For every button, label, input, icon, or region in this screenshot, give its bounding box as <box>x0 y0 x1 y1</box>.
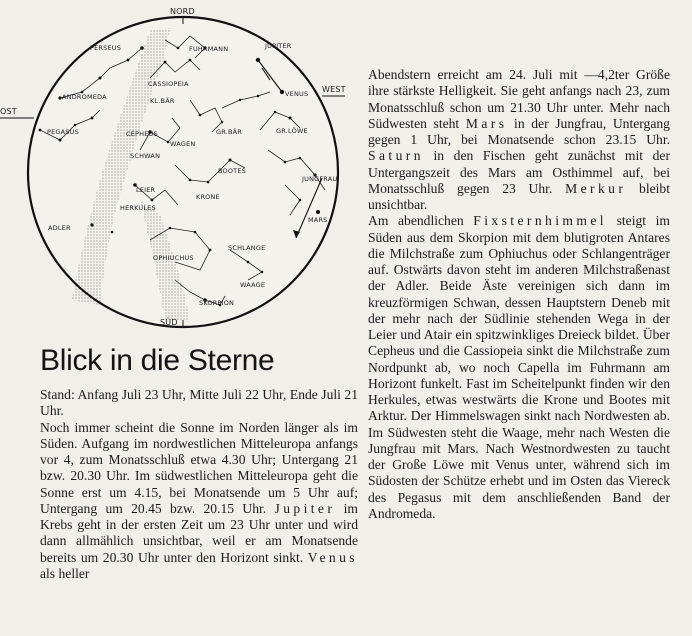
planet-name-venus: Venus <box>307 549 358 565</box>
label-waage: WAAGE <box>240 281 266 289</box>
planet-name-jupiter: Jupiter <box>274 500 336 516</box>
label-fuhrmann: FUHRMANN <box>189 45 229 53</box>
article-paragraph: Noch immer scheint die Sonne im Norden länger als im Süden. Aufgang im nordwestlichen Mitteleuropa anfangs vor 4, zum Monatsschluß etwa 4.30 Uhr; Untergang 21 bzw. 20.30 Uhr. Im südwestlichen Mitteleuropa geht die Sonne erst um 4.15, bei Monatsende um 5 Uhr auf; Untergang um 20.45 bzw. 20.15 Uhr. Jupiter im Krebs geht in der ersten Zeit um 23 Uhr unter und wird dann allmählich unsichtbar, weil er am Monatsende bereits um 20.30 Uhr unter den Horizont sinkt. Venus als heller <box>40 419 358 581</box>
label-mars: MARS <box>308 216 328 224</box>
direction-south: SÜD <box>160 318 178 327</box>
article-title: Blick in die Sterne <box>40 344 275 377</box>
label-krone: KRONE <box>196 193 220 201</box>
label-gr-loewe: GR.LÖWE <box>276 127 308 135</box>
term-fixsternhimmel: Fixsternhimmel <box>473 213 607 229</box>
label-kl-baer: KL.BÄR <box>150 97 175 105</box>
label-wagen: WAGEN <box>170 140 196 148</box>
article-paragraph: Am abendlichen Fixsternhimmel steigt im Süden aus dem Skorpion mit dem blutigroten Antares die Milchstraße zum Ophiuchus oder Schlangenträger auf. Ostwärts davon steht im anderen Milchstraßenast der Adler. Beide Äste vereinigen sich dann im kreuzförmigen Schwan, dessen Hauptstern Deneb mit der mehr nach der Südlinie stehenden Wega in der Leier und Atair ein spitzwinkliges Dreieck bildet. Über Cepheus und die Cassiopeia sinkt die Milchstraße zum Nordpunkt ab, wo noch Capella im Fuhrmann am Horizont funkelt. Fast im Scheitelpunkt finden wir den Herkules, etwas westwärts die Krone und Bootes mit Arktur. Der Himmelswagen sinkt nach Nordwesten ab. Im Südwesten steht die Waage, mehr nach Westen die Jungfrau mit Mars. Nach Westnordwesten zu taucht der Große Löwe mit Venus unter, während sich im Südosten der Schütze erhebt und im Osten das Viereck des Pegasus mit dem anschließenden Band der Andromeda. <box>368 213 670 521</box>
label-schwan: SCHWAN <box>130 152 161 160</box>
article-column-right <box>368 67 670 522</box>
label-venus: VENUS <box>285 90 309 98</box>
star-map <box>0 0 362 350</box>
label-andromeda: ANDROMEDA <box>62 93 107 101</box>
label-gr-baer: GR.BÄR <box>216 128 243 136</box>
planet-name-mars: Mars <box>465 115 508 131</box>
direction-north: NORD <box>170 7 195 16</box>
planet-name-merkur: Merkur <box>565 180 627 196</box>
article-paragraph: Abendstern erreicht am 24. Juli mit —4,2ter Größe ihre stärkste Helligkeit. Sie geht anfangs nach 23, zum Monatsschluß schon um 21.30 Uhr unter. Mehr nach Südwesten steht Mars in der Jungfrau, Untergang gegen 1 Uhr, bei Monatsende schon 23.15 Uhr. Saturn in den Fischen geht zunächst mit der Untergangszeit des Mars am Osthimmel auf, bei Monatsschluß gegen 23 Uhr. Merkur bleibt unsichtbar. <box>368 67 670 212</box>
label-perseus: PERSEUS <box>90 44 122 52</box>
label-skorpion: SKORPION <box>199 299 235 307</box>
label-pegasus: PEGASUS <box>47 128 79 136</box>
label-herkules: HERKULES <box>120 204 156 212</box>
label-cassiopeia: CASSIOPEIA <box>148 80 189 88</box>
article-paragraph: Stand: Anfang Juli 23 Uhr, Mitte Juli 22 Uhr, Ende Juli 21 Uhr. <box>40 387 358 419</box>
article-column-left <box>40 387 358 582</box>
label-cepheus: CEPHEUS <box>126 130 158 138</box>
direction-west: WEST <box>322 85 346 94</box>
planet-name-saturn: Saturn <box>368 148 424 164</box>
label-schlange: SCHLANGE <box>228 244 266 252</box>
label-leier: LEIER <box>136 186 156 194</box>
label-bootes: BOOTES <box>218 167 246 175</box>
label-jupiter: JUPITER <box>265 42 292 50</box>
horizon-circle <box>28 17 338 327</box>
direction-east: OST <box>0 107 17 116</box>
label-ophiuchus: OPHIUCHUS <box>153 254 194 262</box>
label-adler: ADLER <box>48 224 71 232</box>
label-jungfrau: JUNGFRAU <box>302 175 338 183</box>
